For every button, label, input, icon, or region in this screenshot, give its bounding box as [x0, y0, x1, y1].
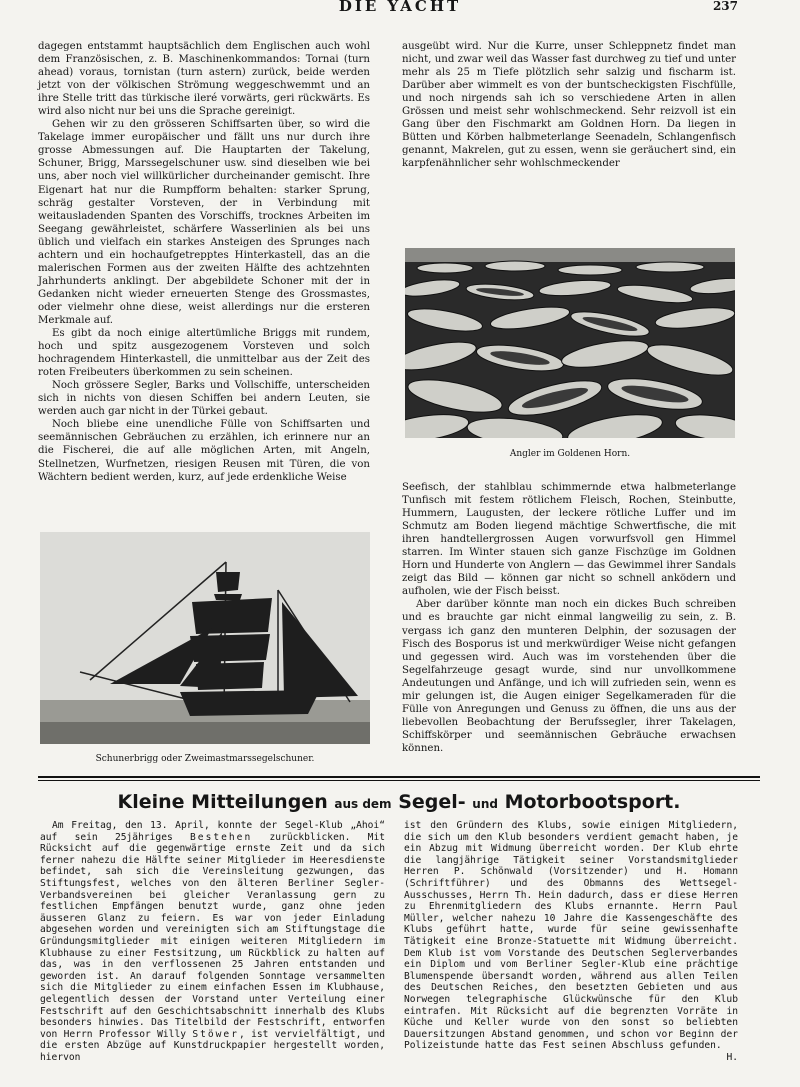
- page-header: [0, 0, 800, 20]
- rowboats-illustration: [405, 248, 735, 438]
- heading-part: Segel-: [398, 791, 466, 813]
- paragraph: Aber darüber könnte man noch ein dickes Buch schreiben und es brauchte gar nicht einmal langweilig zu sein, z. B. vergass ich ganz den munteren Delphin, der sozusagen der Fisch des Bosporus ist und merkwürdiger Weise nicht gefangen und gegessen wird. Auch was im vorstehenden über die Segelfahrzeuge gesagt wurde, sind nur unvollkommene Andeutungen und Anfänge, und ich will zufrieden sein, wenn es mir gelungen ist, die Augen einiger Segelkameraden für die Fülle von Anregungen und Genuss zu öffnen, die uns aus der liebevollen Beobachtung der Berufssegler, ihrer Takelagen, Schiffskörper und seemännischen Gebräuche erwachsen können.: [402, 599, 736, 754]
- heading-part: und: [472, 797, 498, 811]
- heading-part: Kleine Mitteilungen: [117, 791, 328, 813]
- paragraph: Noch grössere Segler, Barks und Vollschiffe, unterscheiden sich in nichts von diesen Schiffen bei andern Leuten, sie werden auch gar nicht in der Türkei gebaut.: [38, 380, 370, 418]
- paragraph: Noch bliebe eine unendliche Fülle von Schiffsarten und seemännischen Gebräuchen zu erzählen, ich erinnere nur an die Fischerei, die auf alle möglichen Arten, mit Angeln, Stellnetzen, Wurfnetzen, riesigen Reusen mit Türen, die von Wächtern bedient werden, kurz, auf jede erdenkliche Weise: [38, 419, 370, 483]
- schooner-brig-caption: Schunerbrigg oder Zweimastmarssegelschuner.: [95, 754, 315, 764]
- paragraph: Gehen wir zu den grösseren Schiffsarten über, so wird die Takelage immer europäischer und fällt uns nur durch ihre grosse Abmessungen auf. Die Hauptarten der Takelung, Schuner, Brigg, Marssegelschuner usw. sind dieselben wie bei uns, aber noch viel willkürlicher durcheinander gemischt. Ihre Eigenart hat nur die Rumpfform behalten: starker Sprung, schräg gestalter Vorsteven, der in Verbindung mit weitausladenden Spanten des Vorschiffs, trocknes Arbeiten im Seegang gewährleistet, schärfere Wasserlinien als bei uns üblich und vielfach ein starkes Ansteigen des Sprunges nach achtern und ein hochaufgetrepptes Hinterkastell, das an die malerischen Formen aus der zweiten Hälfte des achtzehnten Jahrhunderts anklingt. Der abgebildete Schoner mit der in Gedanken nicht wieder erneuerten Stenge des Grossmastes, oder vielmehr ohne diese, weist allerdings nur die ersteren Merkmale auf.: [38, 119, 370, 326]
- text-run: Am Freitag, den 13. April, konnte der Segel-Klub „Ahoi“ auf sein 25jähriges: [40, 820, 385, 843]
- paragraph: Es gibt da noch einige altertümliche Briggs mit rundem, hoch und spitz ausgezogenem Vorsteven und solch hochragendem Hinterkastell, die unmittelbar aus der Zeit des roten Freibeuters überkommen zu sein scheinen.: [38, 328, 370, 379]
- paragraph: ist den Gründern des Klubs, sowie einigen Mitgliedern, die sich um den Klub besonders verdient gemacht haben, je ein Abzug mit Widmung überreicht worden. Der Klub ehrte die langjährige Tätigkeit seiner Vorstandsmitglieder Herren P. Schönwald (Vorsitzender) und H. Homann (Schriftführer) und des Obmanns des Wettsegel-Ausschusses, Herrn Th. Hein dadurch, dass er diese Herren zu Ehrenmitgliedern des Klubs ernannte. Herrn Paul Müller, welcher nahezu 10 Jahre die Kassengeschäfte des Klubs geführt hatte, wurde für seine gewissenhafte Tätigkeit eine Bronze-Statuette mit Widmung überreicht. Dem Klub ist vom Vorstande des Deutschen Seglerverbandes ein Diplom und vom Berliner Segler-Klub eine prächtige Blumenspende übersandt worden, während aus allen Teilen des Deutschen Reiches, den besetzten Gebieten und aus Norwegen telegraphische Glückwünsche für den Klub eintrafen. Mit Rücksicht auf die begrenzten Vorräte in Küche und Keller wurde von den sonst so beliebten Dauersitzungen Abstand genommen, und schon vor Beginn der Polizeistunde hatte das Fest seinen Abschluss gefunden.: [404, 820, 738, 1052]
- anglers-photo-caption: Angler im Goldenen Horn.: [509, 449, 631, 459]
- anglers-photo: [405, 248, 735, 438]
- paragraph: dagegen entstammt hauptsächlich dem Englischen auch wohl dem Französischen, z. B. Maschinenkommandos: Tornai (turn ahead) voraus, tornistan (turn astern) zurück, beide werden jetzt von der völkischen Strömung weggeschwemmt und an ihre Stelle tritt das türkische ileré vorwärts, geri rückwärts. Es wird also nicht nur bei uns die Sprache gereinigt.: [38, 41, 370, 118]
- page-number: 237: [712, 0, 738, 13]
- section-heading: [38, 790, 760, 816]
- journal-title: DIE YACHT: [338, 0, 462, 15]
- text-run: zurückblicken. Mit Rücksicht auf die gegenwärtige ernste Zeit und da sich ferner nahezu die Hälfte seiner Mitglieder im Heeresdienste befindet, sah sich die Vereinsleitung gezwungen, das Stiftungsfest, welches von den älteren Berliner Segler-Verbandsvereinen bei gleicher Veranlassung gern zu festlichen Empfängen benutzt wurde, ganz ohne jeden äusseren Glanz zu feiern. Es war von jeder Einladung abgesehen worden und vereinigten sich am Stiftungstage die Gründungsmitglieder mit einigen weiteren Mitgliedern im Klubhause zu einer Festsitzung, um Rückblick zu halten auf das, was in den verflossenen 25 Jahren entstanden und geworden ist. An darauf folgenden Sonntage versammelten sich die Mitglieder zu einem einfachen Essen im Klubhause, gelegentlich dessen der Vorstand unter Verteilung einer Festschrift auf den Geschichtsabschnitt innerhalb des Klubs besonders hinwies. Das Titelbild der Festschrift, entworfen von Herrn Professor Willy: [40, 831, 385, 1040]
- text-run: Bestehen: [190, 831, 253, 843]
- sailing-ship-illustration: [40, 532, 370, 744]
- paragraph: Seefisch, der stahlblau schimmernde etwa halbmeterlange Tunfisch mit festem rötlichem Fleisch, Rochen, Steinbutte, Hummern, Laugusten, der leckere rötliche Luffer und im Schmutz am Boden liegend mächtige Schwertfische, die mit ihren handtellergrossen Augen vorwurfsvoll gen Himmel starren. Im Winter stauen sich ganze Fischzüge im Goldnen Horn und Hunderte von Anglern — das Gewimmel ihrer Sandals zeigt das Bild — können gar nicht so schnell anködern und aufholen, wie der Fisch beisst.: [402, 482, 736, 598]
- heading-part: aus dem: [334, 797, 392, 811]
- heading-part: Motorbootsport.: [504, 791, 681, 813]
- paragraph: ausgeübt wird. Nur die Kurre, unser Schleppnetz findet man nicht, und zwar weil das Wasser fast durchweg zu tief und unter mehr als 25 m Tiefe plötzlich sehr salzig und fischarm ist. Darüber aber wimmelt es von der buntscheckigsten Fischfülle, und noch nirgends sah ich so verschiedene Arten in allen Grössen und meist sehr wohlschmeckend. Sehr reizvoll ist ein Gang über den Fischmarkt am Goldnen Horn. Da liegen in Bütten und Körben halbmeterlange Seenadeln, Schlangenfisch genannt, Makrelen, gut zu essen, wenn sie geräuchert sind, ein karpfenähnlicher sehr wohlschmeckender: [402, 41, 736, 170]
- section-rule-thick: [38, 776, 760, 778]
- text-run: Stöwer: [192, 1028, 239, 1040]
- article-left-column: [38, 40, 370, 484]
- author-signature: H.: [726, 1051, 738, 1063]
- article-right-column-top: [402, 40, 736, 170]
- article-right-column-bottom: [402, 481, 736, 755]
- section-rule-thin: [38, 780, 760, 781]
- text-run: , ist vervielfältigt, und die ersten Abzüge auf Kunstdruckpapier hergestellt worden, hiervon: [40, 1028, 385, 1063]
- paragraph: [40, 820, 385, 1063]
- news-left-column: [40, 820, 385, 1063]
- news-right-column: [404, 820, 738, 1063]
- schooner-brig-photo: [40, 532, 370, 744]
